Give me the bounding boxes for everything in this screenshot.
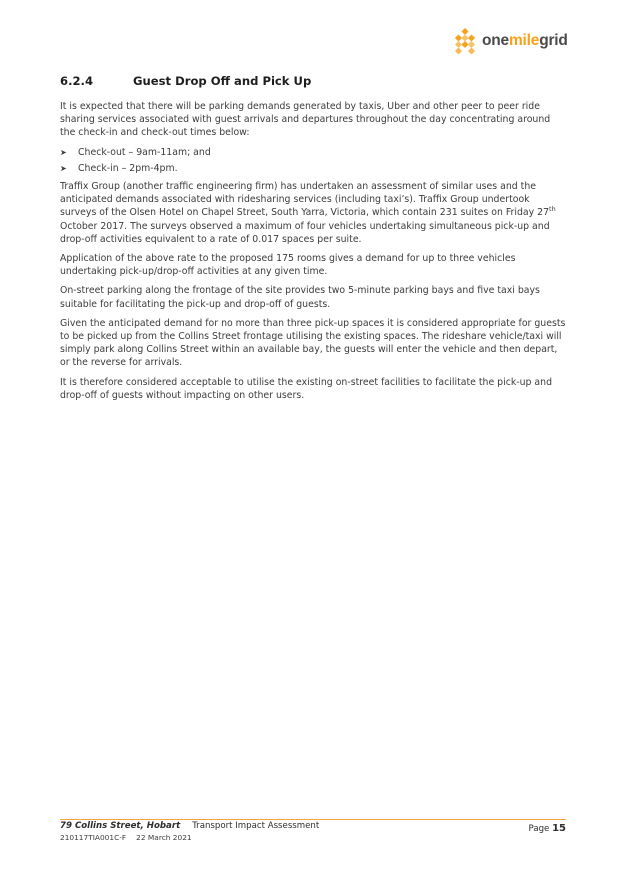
bullet-text: Check-out – 9am-11am; and: [78, 146, 211, 158]
body-content: [60, 100, 568, 408]
paragraph-intro: It is expected that there will be parking demands generated by taxis, Uber and other peer to peer ride sharing services associated with guest arrivals and departures throughout the day concentrating around the check-in and check-out times below:: [60, 101, 551, 139]
section-heading: [60, 74, 311, 88]
section-number: 6.2.4: [60, 74, 94, 88]
logo-text-one: one: [482, 32, 509, 49]
paragraph-application: Application of the above rate to the proposed 175 rooms gives a demand for up to three vehicles undertaking pick-up/drop-off activities at any given time.: [60, 253, 516, 278]
logo-text-mile: mile: [508, 32, 540, 49]
page-number-block: [529, 823, 566, 834]
bullet-item: [60, 146, 568, 159]
page-number: 15: [552, 823, 566, 834]
paragraph-on-street: On-street parking along the frontage of the site provides two 5-minute parking bays and five taxi bays suitable for facilitating the pick-up and drop-off of guests.: [60, 285, 540, 310]
company-logo: [452, 26, 568, 56]
arrow-bullet-icon: ➤: [60, 147, 67, 157]
footer-reference-line: [60, 833, 566, 842]
footer-title-line: [60, 821, 566, 831]
bullet-list: [60, 146, 568, 175]
grid-logo-icon: [452, 28, 478, 54]
paragraph-traffix-part1: Traffix Group (another traffic engineering firm) has undertaken an assessment of similar uses and the anticipated demands associated with ridesharing services (including taxi’s). Traffix Group undertook surveys of the Olsen Hotel on Chapel Street, South Yarra, Victoria, which contain 231 suites on Friday 27: [60, 181, 550, 219]
arrow-bullet-icon: ➤: [60, 163, 67, 173]
bullet-item: [60, 162, 568, 175]
bullet-text: Check-in – 2pm-4pm.: [78, 162, 178, 174]
paragraph-traffix: [60, 180, 568, 246]
ordinal-suffix: th: [549, 205, 556, 214]
page-label: Page: [528, 824, 550, 834]
paragraph-conclusion: It is therefore considered acceptable to utilise the existing on-street facilities to facilitate the pick-up and drop-off of guests without impacting on other users.: [60, 376, 553, 401]
logo-text-grid: grid: [539, 32, 568, 49]
paragraph-demand: Given the anticipated demand for no more than three pick-up spaces it is considered appropriate for guests to be picked up from the Collins Street frontage utilising the existing spaces. The rideshare vehicle/taxi will simply park along Collins Street within an available bay, the guests will enter the vehicle and then depart, or the reverse for arrivals.: [60, 317, 566, 369]
footer-doc-title: Transport Impact Assessment: [192, 821, 320, 831]
footer-date: 22 March 2021: [136, 833, 192, 842]
footer-reference: 210117TIA001C-F: [60, 833, 127, 842]
logo-wordmark: [482, 32, 568, 50]
section-title: Guest Drop Off and Pick Up: [133, 74, 312, 88]
footer-address: 79 Collins Street, Hobart: [60, 821, 181, 831]
paragraph-traffix-part2: October 2017. The surveys observed a maximum of four vehicles undertaking simultaneous pick-up and drop-off activities equivalent to a rate of 0.017 spaces per suite.: [60, 220, 550, 245]
footer-divider: [60, 819, 566, 820]
page-footer: [60, 821, 566, 842]
